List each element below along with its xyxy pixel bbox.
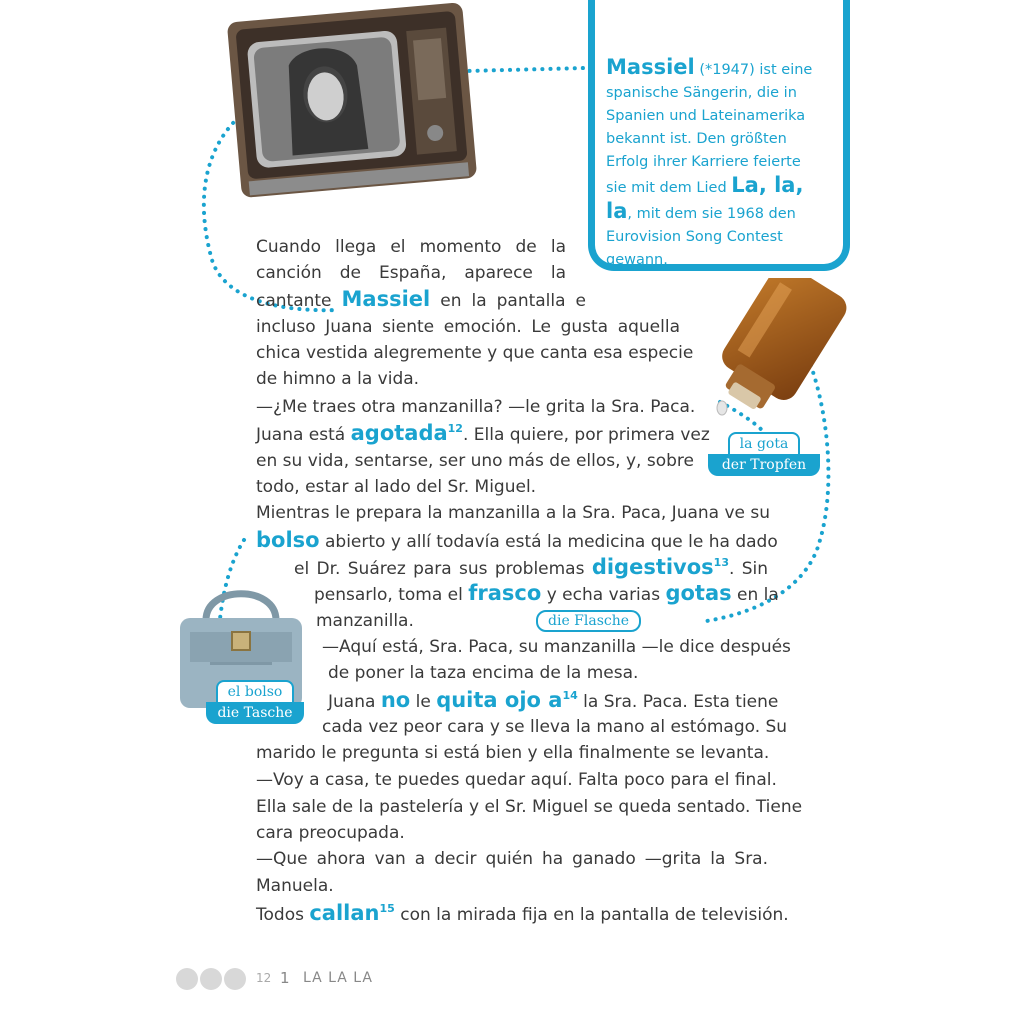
story-line-18: Juana no le quita ojo $a^{14}$ la Sra. Paca. Esta tiene [328,688,779,712]
story-line-5: chica vestida alegremente y que canta esa especie [256,343,694,363]
footer-dot-icon [176,968,198,990]
footer-dot-icon [200,968,222,990]
tv-image [222,0,484,200]
story-line-19: cada vez peor cara y se lleva la mano al estómago. Su [322,717,788,737]
story-line-3: cantante Massiel en la pantalla e [256,287,586,311]
keyword-massiel: Massiel [341,287,431,311]
story-line-6: de himno a la vida. [256,369,420,389]
story-line-9: en su vida, sentarse, ser uno más de ellos, y, sobre [256,451,694,471]
chapter-title: LA LA LA [303,970,373,986]
info-song: La, la, la [606,173,804,223]
page-number: 12 [256,971,272,985]
story-line-1: Cuando llega el momento de la [256,237,566,257]
keyword-quita-ojo-a: quita ojo $a^{14}$ [436,688,578,712]
keyword-frasco: frasco [468,581,542,605]
story-line-22: Ella sale de la pastelería y el Sr. Miguel se queda sentado. Tiene [256,797,803,817]
info-box-text [606,56,816,272]
keyword-no: no [380,688,411,712]
label-bolso [206,680,304,724]
story-line-10: todo, estar al lado del Sr. Miguel. [256,477,537,497]
story-line-11: Mientras le prepara la manzanilla a la Sra. Paca, Juana ve su [256,503,771,523]
label-bolso-es: el bolso [216,680,295,702]
label-bolso-de: die Tasche [206,702,304,724]
keyword-agotada: agotada$^{12}$ [350,421,463,445]
page-footer [176,968,396,992]
story-line-8: Juana está agotada$^{12}$. Ella quiere, por primera vez [256,421,710,445]
keyword-gotas: gotas [665,581,732,605]
info-text-2: , mit dem sie 1968 den Eurovision Song Contest gewann. [606,206,796,268]
story-line-14: pensarlo, toma el frasco y echa varias gotas en la [314,581,779,605]
story-line-7: —¿Me traes otra manzanilla? —le grita la Sra. Paca. [256,397,696,417]
footer-dot-icon [224,968,246,990]
info-text-1: ist eine spanische Sängerin, die in Spanien und Lateinamerika bekannt ist. Den größten Erfolg ihrer Karriere feierte sie mit dem Lied [606,62,813,196]
label-gota [708,432,820,476]
story-line-21: —Voy a casa, te puedes quedar aquí. Falta poco para el final. [256,770,777,790]
label-frasco-de: die Flasche [536,610,641,632]
label-gota-de: der Tropfen [708,454,820,476]
info-name: Massiel [606,55,695,79]
keyword-digestivos: digestivos$^{13}$ [591,555,729,579]
story-line-24: —Que ahora van a decir quién ha ganado —grita la Sra. [256,849,768,869]
keyword-callan: callan$^{15}$ [309,901,395,925]
story-line-26: Todos callan$^{15}$ con la mirada fija en la pantalla de televisión. [256,901,789,925]
chapter-number: 1 [280,969,290,987]
story-line-4: incluso Juana siente emoción. Le gusta aquella [256,317,680,337]
story-line-12: bolso abierto y allí todavía está la medicina que le ha dado [256,528,778,552]
story-line-16: —Aquí está, Sra. Paca, su manzanilla —le dice después [322,637,791,657]
story-line-17: de poner la taza encima de la mesa. [328,663,639,683]
label-gota-es: la gota [728,432,801,454]
bottle-image [692,278,850,418]
story-line-2: canción de España, aparece la [256,263,566,283]
story-line-23: cara preocupada. [256,823,405,843]
story-line-13: el Dr. Suárez para sus problemas digestivos$^{13}$. Sin [294,555,769,579]
story-line-25: Manuela. [256,876,334,896]
keyword-bolso: bolso [256,528,320,552]
story-line-20: marido le pregunta si está bien y ella finalmente se levanta. [256,743,770,763]
info-years: (*1947) [699,62,755,78]
story-line-15: manzanilla. [316,611,414,631]
